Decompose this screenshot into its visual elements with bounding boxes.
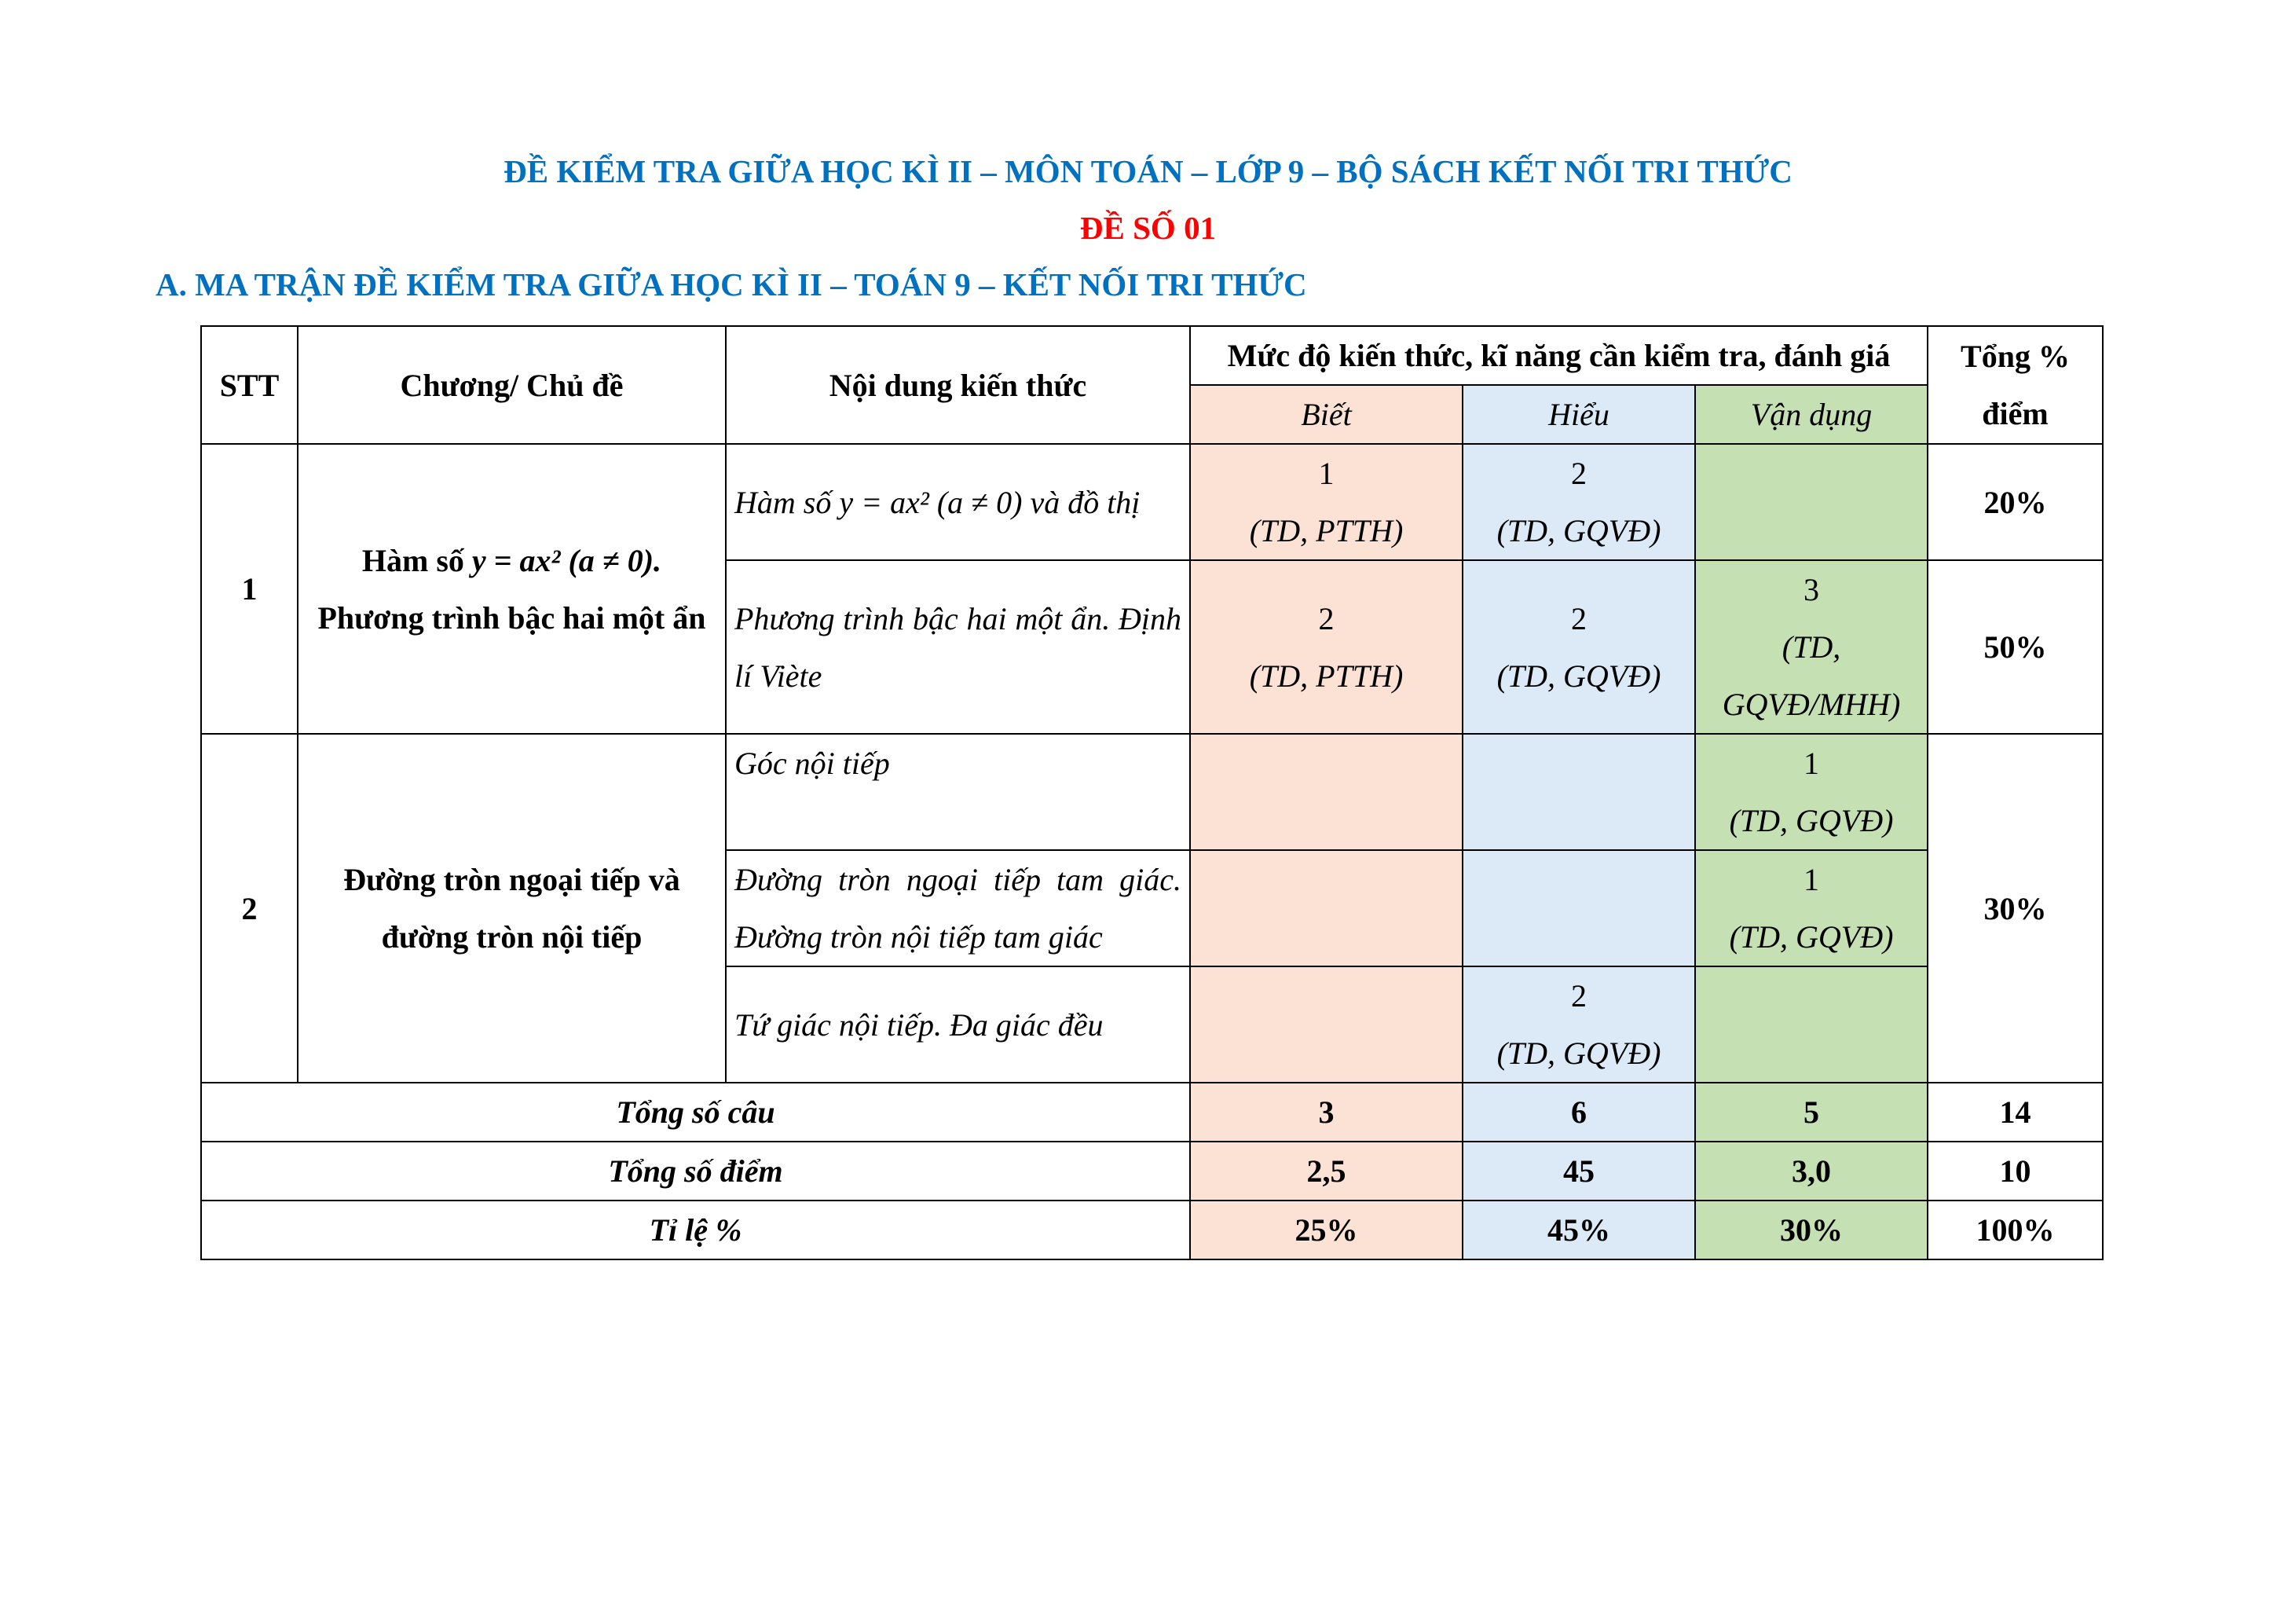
summary-van-dung: 30% (1695, 1201, 1928, 1259)
content-ham-so-formula: y = ax² (a ≠ 0) (839, 484, 1023, 520)
cell-note: (TD, GQVĐ) (1729, 919, 1894, 955)
group-2-stt: 2 (201, 734, 298, 1083)
cell-note: GQVĐ/MHH) (1722, 687, 1901, 722)
summary-biet: 3 (1190, 1083, 1463, 1142)
header-chapter: Chương/ Chủ đề (298, 326, 726, 444)
summary-row (201, 1142, 2103, 1201)
cell-biet (1190, 850, 1463, 966)
cell-count: 2 (1318, 600, 1335, 636)
cell-note: (TD, GQVĐ) (1496, 513, 1661, 548)
cell-biet (1190, 734, 1463, 850)
summary-van-dung: 5 (1695, 1083, 1928, 1142)
header-row-1 (201, 326, 2103, 385)
content-goc-noi-tiep: Góc nội tiếp (726, 734, 1190, 850)
summary-total: 10 (1928, 1142, 2103, 1201)
cell-count: 2 (1571, 456, 1587, 491)
cell-count: 1 (1318, 456, 1335, 491)
summary-van-dung: 3,0 (1695, 1142, 1928, 1201)
summary-biet: 2,5 (1190, 1142, 1463, 1201)
group-2-chapter: Đường tròn ngoại tiếp và đường tròn nội tiếp (298, 734, 726, 1083)
cell-biet (1190, 966, 1463, 1083)
summary-total: 14 (1928, 1083, 2103, 1142)
group-1-stt: 1 (201, 444, 298, 734)
exam-matrix-table (200, 325, 2104, 1260)
content-ham-so-suffix: và đồ thị (1030, 484, 1141, 520)
content-phuong-trinh: Phương trình bậc hai một ẩn. Định lí Viète (726, 560, 1190, 734)
group-1-chapter-formula: y = ax² (a ≠ 0). (471, 542, 662, 578)
cell-hieu (1463, 560, 1695, 734)
summary-biet: 25% (1190, 1201, 1463, 1259)
cell-van-dung (1695, 560, 1928, 734)
group-1-chapter-prefix: Hàm số (361, 542, 464, 578)
header-levels: Mức độ kiến thức, kĩ năng cần kiểm tra, đánh giá (1190, 326, 1928, 385)
summary-row (201, 1201, 2103, 1259)
summary-hieu: 45% (1463, 1201, 1695, 1259)
header-total-line2: điểm (1982, 396, 2049, 431)
cell-count: 3 (1803, 572, 1819, 607)
header-hieu: Hiểu (1463, 385, 1695, 444)
cell-biet (1190, 444, 1463, 560)
cell-count: 2 (1571, 978, 1587, 1014)
header-biet: Biết (1190, 385, 1463, 444)
cell-total: 50% (1928, 560, 2103, 734)
cell-hieu (1463, 444, 1695, 560)
cell-total: 30% (1928, 734, 2103, 1083)
table-row (201, 734, 2103, 850)
cell-hieu (1463, 966, 1695, 1083)
document-title: ĐỀ KIỂM TRA GIỮA HỌC KÌ II – MÔN TOÁN – LỚP 9 – BỘ SÁCH KẾT NỐI TRI THỨC (504, 153, 1792, 189)
header-stt: STT (201, 326, 298, 444)
cell-note: (TD, GQVĐ) (1496, 1036, 1661, 1071)
cell-van-dung (1695, 850, 1928, 966)
cell-van-dung (1695, 966, 1928, 1083)
cell-hieu (1463, 734, 1695, 850)
summary-label: Tổng số điểm (201, 1142, 1190, 1201)
summary-hieu: 6 (1463, 1083, 1695, 1142)
cell-van-dung (1695, 734, 1928, 850)
header-content: Nội dung kiến thức (726, 326, 1190, 444)
summary-label: Tỉ lệ % (201, 1201, 1190, 1259)
header-van-dung: Vận dụng (1695, 385, 1928, 444)
summary-hieu: 45 (1463, 1142, 1695, 1201)
content-tu-giac: Tứ giác nội tiếp. Đa giác đều (726, 966, 1190, 1083)
cell-note: (TD, GQVĐ) (1729, 803, 1894, 838)
cell-van-dung (1695, 444, 1928, 560)
document-subtitle: ĐỀ SỐ 01 (1079, 210, 1217, 246)
content-ham-so (726, 444, 1190, 560)
cell-note: (TD, (1782, 629, 1841, 665)
group-1-chapter (298, 444, 726, 734)
cell-total: 20% (1928, 444, 2103, 560)
summary-row (201, 1083, 2103, 1142)
cell-count: 2 (1571, 600, 1587, 636)
cell-note: (TD, GQVĐ) (1496, 658, 1661, 694)
cell-biet (1190, 560, 1463, 734)
header-total-percent (1928, 326, 2103, 444)
header-total-line1: Tổng % (1961, 339, 2070, 374)
content-ham-so-prefix: Hàm số (734, 484, 832, 520)
section-heading: A. MA TRẬN ĐỀ KIỂM TRA GIỮA HỌC KÌ II – TOÁN 9 – KẾT NỐI TRI THỨC (156, 266, 1307, 302)
cell-count: 1 (1803, 746, 1819, 781)
summary-total: 100% (1928, 1201, 2103, 1259)
content-duong-tron: Đường tròn ngoại tiếp tam giác. Đường tròn nội tiếp tam giác (726, 850, 1190, 966)
table-row (201, 444, 2103, 560)
cell-note: (TD, PTTH) (1249, 513, 1404, 548)
summary-label: Tổng số câu (201, 1083, 1190, 1142)
cell-note: (TD, PTTH) (1249, 658, 1404, 694)
cell-count: 1 (1803, 862, 1819, 897)
group-1-chapter-rest: Phương trình bậc hai một ẩn (317, 599, 706, 636)
cell-hieu (1463, 850, 1695, 966)
